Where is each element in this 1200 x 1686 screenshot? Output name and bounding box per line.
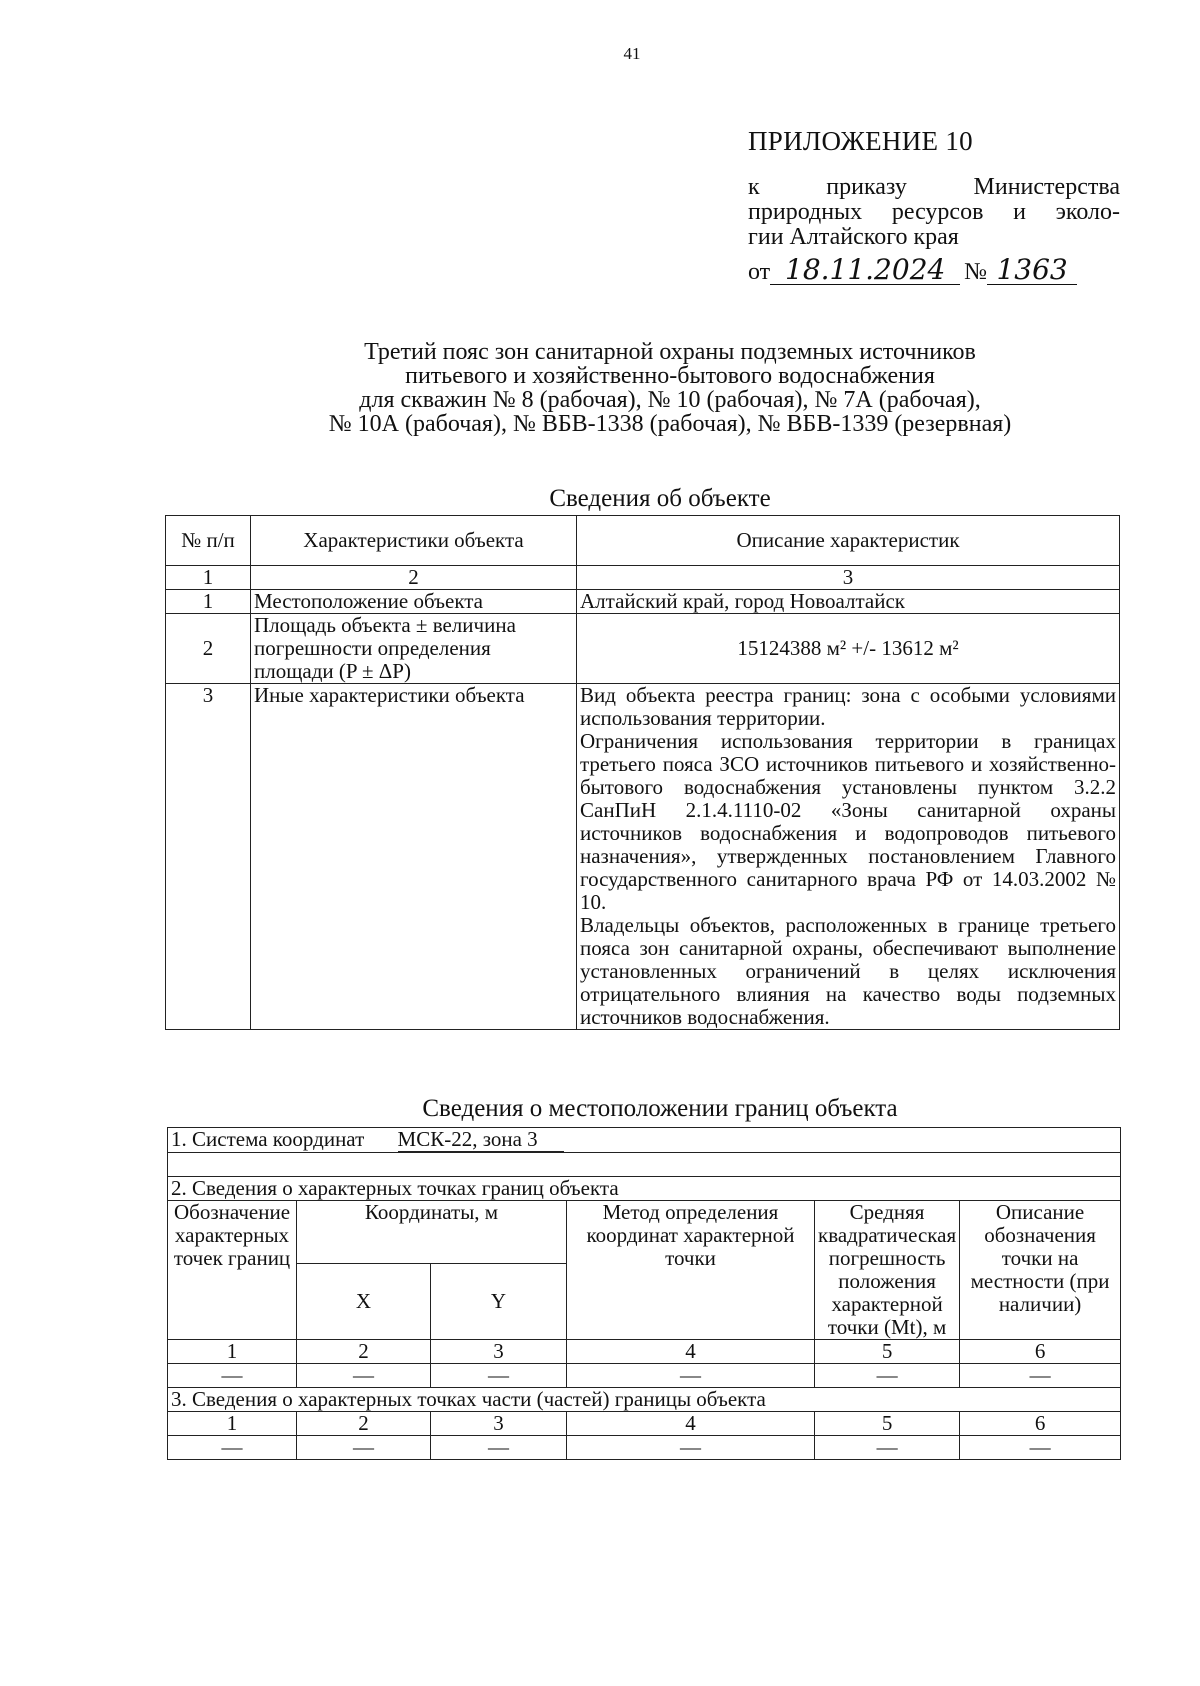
- col-number: 2: [297, 1340, 431, 1364]
- column-number-row: [168, 1340, 1121, 1364]
- row-num: 1: [166, 590, 251, 614]
- dash-cell: —: [297, 1364, 431, 1388]
- handwritten-date: 18.11.2024: [770, 256, 960, 285]
- coord-system-cell: [168, 1128, 1121, 1153]
- dash-cell: —: [431, 1436, 567, 1460]
- blank-cell: [168, 1153, 1121, 1177]
- table-row: [166, 590, 1120, 614]
- dash-cell: —: [815, 1436, 960, 1460]
- dash-cell: —: [431, 1364, 567, 1388]
- header-error: Средняя квадратическая погрешность положения характерной точки (Mt), м: [815, 1201, 960, 1340]
- dash-row: [168, 1364, 1121, 1388]
- order-date-number: [748, 253, 1120, 286]
- table-row: [166, 684, 1120, 1030]
- document-title: [240, 340, 1100, 436]
- row-characteristic: Местоположение объекта: [251, 590, 577, 614]
- table-header-row: [166, 516, 1120, 566]
- col-number: 2: [297, 1412, 431, 1436]
- row-description: [577, 684, 1120, 1030]
- dash-cell: —: [815, 1364, 960, 1388]
- row-characteristic: Площадь объекта ± величина погрешности определения площади (P ± ΔP): [251, 614, 577, 684]
- dash-cell: —: [960, 1364, 1121, 1388]
- section2-row: [168, 1177, 1121, 1201]
- column-number-row: [168, 1412, 1121, 1436]
- row-description: Алтайский край, город Новоалтайск: [577, 590, 1120, 614]
- number-prefix: №: [964, 259, 988, 285]
- header-characteristic: Характеристики объекта: [251, 516, 577, 566]
- dash-cell: —: [168, 1364, 297, 1388]
- title-line-2: питьевого и хозяйственно-бытового водоснабжения: [405, 363, 935, 389]
- column-number-row: [166, 566, 1120, 590]
- col-number: 1: [168, 1340, 297, 1364]
- coord-system-value: МСК-22, зона 3: [398, 1128, 564, 1152]
- header-designation: Обозначение характерных точек границ: [168, 1201, 297, 1340]
- col-number: 1: [168, 1412, 297, 1436]
- dash-row: [168, 1436, 1121, 1460]
- dash-cell: —: [567, 1364, 815, 1388]
- row-num: 2: [166, 614, 251, 684]
- appendix-block: [748, 126, 1120, 286]
- col-number: 4: [567, 1412, 815, 1436]
- section3-row: [168, 1388, 1121, 1412]
- header-num: № п/п: [166, 516, 251, 566]
- coord-system-row: [168, 1128, 1121, 1153]
- dash-cell: —: [297, 1436, 431, 1460]
- title-line-3: для скважин № 8 (рабочая), № 10 (рабочая), № 7А (рабочая),: [359, 387, 981, 413]
- dash-cell: —: [960, 1436, 1121, 1460]
- col-number: 5: [815, 1340, 960, 1364]
- appendix-line-2: природных ресурсов и эколо-: [748, 199, 1120, 225]
- row-num: 3: [166, 684, 251, 1030]
- description-paragraph: Вид объекта реестра границ: зона с особыми условиями использования территории.: [580, 683, 1116, 730]
- col-number: 3: [431, 1340, 567, 1364]
- location-info-title: Сведения о местоположении границ объекта: [422, 1095, 898, 1122]
- header-coordinates: Координаты, м: [297, 1201, 567, 1264]
- row-description: 15124388 м² +/- 13612 м²: [577, 614, 1120, 684]
- dash-cell: —: [567, 1436, 815, 1460]
- col-number: 6: [960, 1340, 1121, 1364]
- handwritten-number: 1363: [987, 256, 1077, 285]
- appendix-body: [748, 175, 1120, 250]
- col-number: 1: [166, 566, 251, 590]
- header-y: Y: [431, 1264, 567, 1340]
- description-paragraph: Владельцы объектов, расположенных в границе третьего пояса зон санитарной охраны, обеспечивают выполнение установленных ограничений в целях исключения отрицательного влияния на качество воды подземных источников водоснабжения.: [580, 913, 1116, 1029]
- col-number: 4: [567, 1340, 815, 1364]
- appendix-title: ПРИЛОЖЕНИЕ 10: [748, 126, 973, 156]
- header-x: X: [297, 1264, 431, 1340]
- description-paragraph: Ограничения использования территории в границах третьего пояса ЗСО источников питьевого и хозяйственно-бытового водоснабжения установлены пунктом 3.2.2 СанПиН 2.1.4.1110-02 «Зоны санитарной охраны источников водоснабжения и водопроводов питьевого назначения», утвержденных постановлением Главного государственного санитарного врача РФ от 14.03.2002 № 10.: [580, 729, 1116, 914]
- section2-label: 2. Сведения о характерных точках границ объекта: [168, 1177, 1121, 1201]
- col-number: 5: [815, 1412, 960, 1436]
- location-info-table: [167, 1127, 1121, 1460]
- page-number: 41: [623, 44, 641, 63]
- header-method: Метод определения координат характерной точки: [567, 1201, 815, 1340]
- col-number: 3: [431, 1412, 567, 1436]
- col-number: 6: [960, 1412, 1121, 1436]
- section3-label: 3. Сведения о характерных точках части (частей) границы объекта: [168, 1388, 1121, 1412]
- location-header-row: [168, 1201, 1121, 1264]
- title-line-1: Третий пояс зон санитарной охраны подземных источников: [364, 339, 976, 365]
- title-line-4: № 10А (рабочая), № ВБВ-1338 (рабочая), № ВБВ-1339 (резервная): [328, 411, 1012, 437]
- object-info-table: [165, 515, 1120, 1030]
- row-characteristic: Иные характеристики объекта: [251, 684, 577, 1030]
- table-row: [166, 614, 1120, 684]
- header-description: Описание характеристик: [577, 516, 1120, 566]
- coord-system-label: 1. Система координат: [171, 1127, 365, 1151]
- col-number: 2: [251, 566, 577, 590]
- blank-row: [168, 1153, 1121, 1177]
- header-point-description: Описание обозначения точки на местности (при наличии): [960, 1201, 1121, 1340]
- col-number: 3: [577, 566, 1120, 590]
- date-prefix: от: [748, 259, 771, 285]
- appendix-line-1: к приказу Министерства: [748, 174, 1120, 200]
- object-info-title: Сведения об объекте: [549, 485, 771, 512]
- dash-cell: —: [168, 1436, 297, 1460]
- appendix-line-3: гии Алтайского края: [748, 224, 959, 250]
